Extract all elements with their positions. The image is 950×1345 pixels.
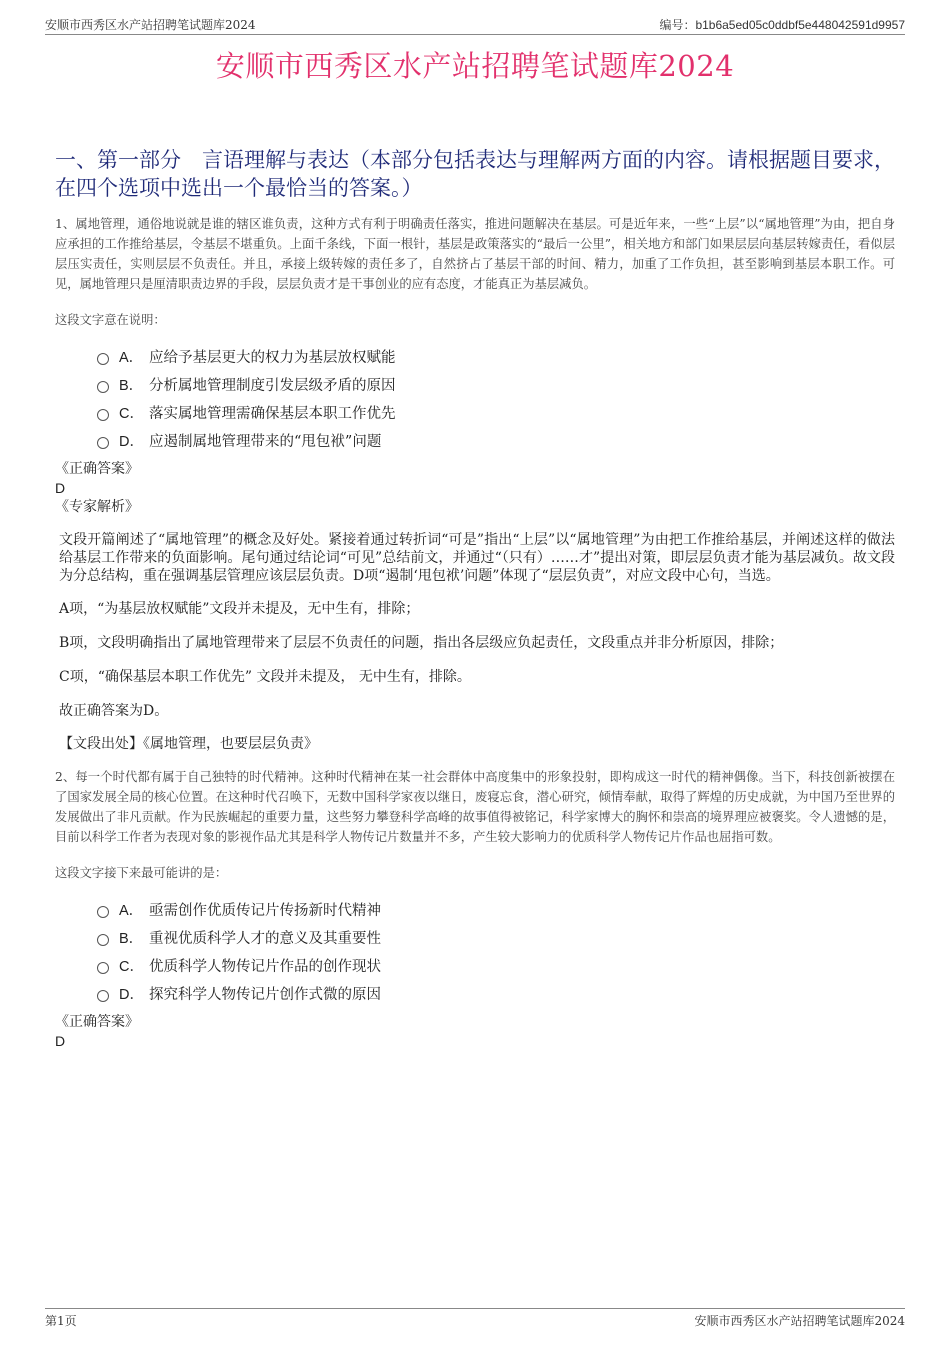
answer-label: 《正确答案》	[55, 1014, 139, 1030]
option-text: 分析属地管理制度引发层级矛盾的原因	[149, 377, 396, 394]
question-2-options	[97, 895, 895, 1007]
page-footer	[45, 1308, 905, 1329]
question-2-text: 2、每一个时代都有属于自己独特的时代精神。这种时代精神在某一社会群体中高度集中的形象投射，即构成这一时代的精神偶像。当下，科技创新被摆在了国家发展全局的核心位置。在这种时代召唤下，无数中国科学家夜以继日，废寝忘食，潜心研究，倾情奉献，取得了辉煌的历史成就，为中国乃至世界的发展做出了非凡贡献。作为民族崛起的重要力量，这些努力攀登科学高峰的故事值得被铭记，科学家博大的胸怀和崇高的境界理应被褒奖。令人遗憾的是，目前以科学工作者为表现对象的影视作品尤其是科学人物传记片数量并不多，产生较大影响力的优质科学人物传记片作品也屈指可数。	[55, 770, 895, 844]
option-text: 重视优质科学人才的意义及其重要性	[149, 930, 381, 947]
option-letter: C．	[119, 958, 144, 975]
option-letter: D．	[119, 986, 144, 1003]
question-1-options	[97, 342, 895, 454]
radio-icon[interactable]	[97, 934, 109, 946]
passage-source: 【文段出处】《属地管理，也要层层负责》	[59, 736, 318, 752]
answer-value: D	[55, 1033, 66, 1049]
option-letter: D．	[119, 433, 144, 450]
option-b[interactable]	[97, 923, 895, 951]
question-1-prompt: 这段文字意在说明：	[55, 313, 166, 327]
analysis-note-c: C项，“确保基层本职工作优先” 文段并未提及， 无中生有，排除。	[59, 669, 471, 685]
analysis-conclusion: 故正确答案为D。	[59, 703, 169, 719]
analysis-note-b: B项，文段明确指出了属地管理带来了层层不负责任的问题，指出各层级应负起责任，文段重点并非分析原因，排除；	[59, 635, 784, 651]
answer-value: D	[55, 480, 66, 496]
option-text: 应给予基层更大的权力为基层放权赋能	[149, 349, 396, 366]
option-letter: A．	[119, 349, 144, 366]
option-b[interactable]	[97, 370, 895, 398]
option-letter: B．	[119, 377, 144, 394]
footer-doc-title: 安顺市西秀区水产站招聘笔试题库2024	[694, 1314, 905, 1328]
option-a[interactable]	[97, 895, 895, 923]
page-number: 第1页	[45, 1314, 77, 1328]
page-header	[45, 14, 905, 35]
header-doc-id: 编号：b1b6a5ed05c0ddbf5e448042591d9957	[659, 18, 905, 32]
question-1-text: 1、属地管理，通俗地说就是谁的辖区谁负责，这种方式有利于明确责任落实，推进问题解决在基层。可是近年来，一些“上层”以“属地管理”为由，把自身应承担的工作推给基层，令基层不堪重负。上面千条线，下面一根针，基层是政策落实的“最后一公里”，相关地方和部门如果层层向基层转嫁责任，看似层层压实责任，实则层层不负责任。并且，承接上级转嫁的责任多了，自然挤占了基层干部的时间、精力，加重了工作负担，甚至影响到基层本职工作。可见，属地管理只是厘清职责边界的手段，层层负责才是干事创业的应有态度，才能真正为基层减负。	[55, 217, 895, 291]
analysis-label: 《专家解析》	[55, 499, 139, 515]
answer-label: 《正确答案》	[55, 461, 139, 477]
option-letter: A．	[119, 902, 144, 919]
radio-icon[interactable]	[97, 990, 109, 1002]
option-d[interactable]	[97, 426, 895, 454]
option-text: 应遏制属地管理带来的“甩包袱”问题	[149, 433, 382, 450]
option-c[interactable]	[97, 951, 895, 979]
header-doc-title: 安顺市西秀区水产站招聘笔试题库2024	[45, 18, 256, 32]
option-text: 亟需创作优质传记片传扬新时代精神	[149, 902, 381, 919]
page-title: 安顺市西秀区水产站招聘笔试题库2024	[215, 49, 735, 83]
analysis-text: 文段开篇阐述了“属地管理”的概念及好处。紧接着通过转折词“可是”指出“上层”以“属地管理”为由把工作推给基层，并阐述这样的做法给基层工作带来的负面影响。尾句通过结论词“可见”总结前文，并通过“（只有）……才”提出对策，即层层负责才能为基层减负。故文段为分总结构，重在强调基层管理应该层层负责。D项“遏制‘甩包袱’问题”体现了“层层负责”，对应文段中心句，当选。	[59, 532, 895, 584]
option-a[interactable]	[97, 342, 895, 370]
option-text: 优质科学人物传记片作品的创作现状	[149, 958, 381, 975]
option-text: 探究科学人物传记片创作式微的原因	[149, 986, 381, 1003]
analysis-note-a: A项，“为基层放权赋能”文段并未提及，无中生有，排除；	[59, 601, 420, 617]
option-text: 落实属地管理需确保基层本职工作优先	[149, 405, 396, 422]
section-title: 一、第一部分 言语理解与表达（本部分包括表达与理解两方面的内容。请根据题目要求，在四个选项中选出一个最恰当的答案。）	[55, 148, 895, 200]
question-2-prompt: 这段文字接下来最可能讲的是：	[55, 866, 228, 880]
radio-icon[interactable]	[97, 409, 109, 421]
main-content	[55, 146, 895, 1051]
radio-icon[interactable]	[97, 381, 109, 393]
option-letter: C．	[119, 405, 144, 422]
option-c[interactable]	[97, 398, 895, 426]
option-letter: B．	[119, 930, 144, 947]
option-d[interactable]	[97, 979, 895, 1007]
radio-icon[interactable]	[97, 906, 109, 918]
radio-icon[interactable]	[97, 353, 109, 365]
radio-icon[interactable]	[97, 962, 109, 974]
radio-icon[interactable]	[97, 437, 109, 449]
